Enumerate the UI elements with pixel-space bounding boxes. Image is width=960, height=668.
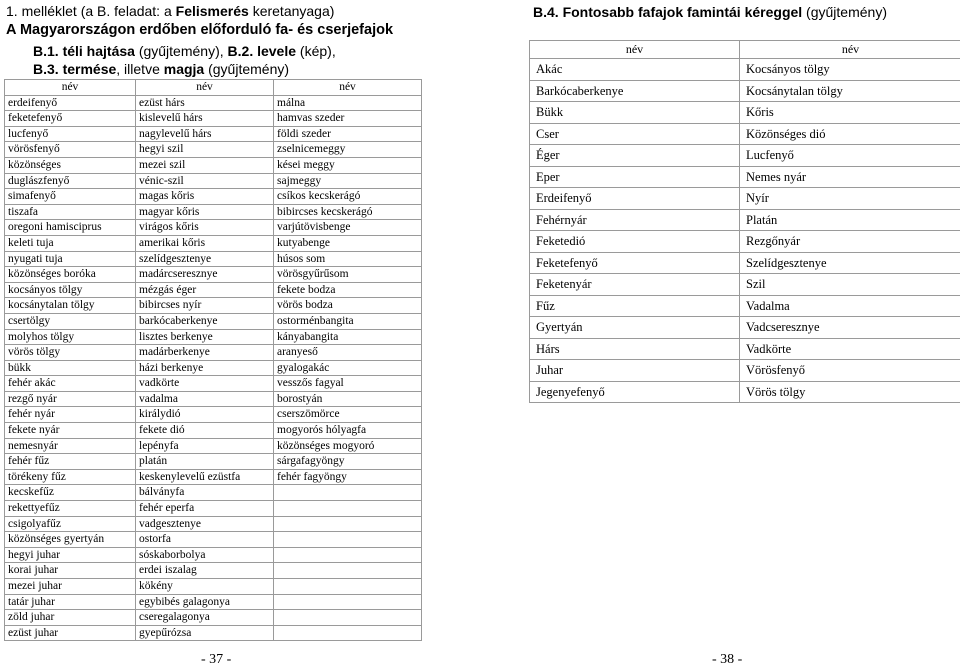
table-row bbox=[5, 454, 422, 470]
table-cell: fehér nyár bbox=[5, 407, 136, 423]
table-row bbox=[530, 102, 960, 124]
table-row bbox=[5, 547, 422, 563]
table-cell: Feketenyár bbox=[530, 274, 740, 296]
table-cell: vörösfenyő bbox=[5, 142, 136, 158]
table-cell: Akác bbox=[530, 59, 740, 81]
table-cell: közönséges gyertyán bbox=[5, 532, 136, 548]
table-row bbox=[5, 407, 422, 423]
table-cell: Platán bbox=[740, 209, 960, 231]
table-cell: Lucfenyő bbox=[740, 145, 960, 167]
subsection-b3-note: (gyűjtemény) bbox=[204, 61, 289, 77]
table-cell: zselnicemeggy bbox=[274, 142, 422, 158]
table-cell: fehér akác bbox=[5, 376, 136, 392]
table-cell: rekettyefűz bbox=[5, 501, 136, 517]
table-cell: Rezgőnyár bbox=[740, 231, 960, 253]
table-cell: ostorménbangita bbox=[274, 313, 422, 329]
table-cell: hegyi szil bbox=[136, 142, 274, 158]
table-cell: zöld juhar bbox=[5, 610, 136, 626]
table-cell: Hárs bbox=[530, 338, 740, 360]
table-row bbox=[5, 501, 422, 517]
table-row bbox=[5, 173, 422, 189]
subsection-b3-seed: magja bbox=[164, 61, 204, 77]
table-cell: vörös bodza bbox=[274, 298, 422, 314]
table-cell: gyalogakác bbox=[274, 360, 422, 376]
subsection-b3: B.3. termése bbox=[33, 61, 116, 77]
table-cell: cserszömörce bbox=[274, 407, 422, 423]
bark-table-body bbox=[530, 41, 960, 403]
table-row bbox=[5, 157, 422, 173]
table-cell: gyepűrózsa bbox=[136, 625, 274, 641]
table-cell: kislevelű hárs bbox=[136, 111, 274, 127]
table-row bbox=[530, 59, 960, 81]
table-row bbox=[530, 381, 960, 403]
table-row bbox=[5, 142, 422, 158]
table-cell: Kőris bbox=[740, 102, 960, 124]
table-cell: ezüst hárs bbox=[136, 95, 274, 111]
table-cell: Fehérnyár bbox=[530, 209, 740, 231]
table-row bbox=[530, 123, 960, 145]
table-cell: amerikai kőris bbox=[136, 235, 274, 251]
table-cell: Vadalma bbox=[740, 295, 960, 317]
table-row bbox=[5, 251, 422, 267]
table-cell: vadalma bbox=[136, 391, 274, 407]
table-row bbox=[5, 532, 422, 548]
table-cell: rezgő nyár bbox=[5, 391, 136, 407]
table-row bbox=[5, 220, 422, 236]
table-cell: királydió bbox=[136, 407, 274, 423]
table-cell: oregoni hamisciprus bbox=[5, 220, 136, 236]
table-cell: platán bbox=[136, 454, 274, 470]
table-cell: sajmeggy bbox=[274, 173, 422, 189]
table-cell bbox=[274, 563, 422, 579]
table-row bbox=[530, 360, 960, 382]
table-row bbox=[5, 111, 422, 127]
table-cell: fehér eperfa bbox=[136, 501, 274, 517]
subsection-b3-sep: , illetve bbox=[116, 61, 163, 77]
table-cell: kocsányos tölgy bbox=[5, 282, 136, 298]
table-row bbox=[5, 345, 422, 361]
table-row bbox=[5, 391, 422, 407]
table-row bbox=[5, 610, 422, 626]
table-row bbox=[530, 295, 960, 317]
table-cell: csíkos kecskerágó bbox=[274, 189, 422, 205]
table-cell: földi szeder bbox=[274, 126, 422, 142]
table-cell: erdei iszalag bbox=[136, 563, 274, 579]
table-cell bbox=[274, 594, 422, 610]
table-cell: Nyír bbox=[740, 188, 960, 210]
table-cell: ezüst juhar bbox=[5, 625, 136, 641]
table-cell: mezei juhar bbox=[5, 579, 136, 595]
table-row bbox=[5, 423, 422, 439]
table-row bbox=[5, 189, 422, 205]
table-cell: házi berkenye bbox=[136, 360, 274, 376]
table-cell: Kocsányos tölgy bbox=[740, 59, 960, 81]
table-cell: csertölgy bbox=[5, 313, 136, 329]
table-row bbox=[5, 235, 422, 251]
table-cell: barkócaberkenye bbox=[136, 313, 274, 329]
table-row bbox=[5, 126, 422, 142]
table-cell: simafenyő bbox=[5, 189, 136, 205]
table-cell bbox=[274, 547, 422, 563]
table-cell: kocsánytalan tölgy bbox=[5, 298, 136, 314]
section-title: A Magyarországon erdőben előforduló fa- és cserjefajok bbox=[6, 22, 393, 38]
table-cell bbox=[274, 516, 422, 532]
table-cell: Kocsánytalan tölgy bbox=[740, 80, 960, 102]
table-cell: Jegenyefenyő bbox=[530, 381, 740, 403]
table-cell: madárberkenye bbox=[136, 345, 274, 361]
table-cell: Eper bbox=[530, 166, 740, 188]
table-cell: csigolyafűz bbox=[5, 516, 136, 532]
species-table-body bbox=[5, 80, 422, 641]
species-table-header bbox=[5, 80, 422, 96]
table-row bbox=[5, 204, 422, 220]
table-cell: mogyorós hólyagfa bbox=[274, 423, 422, 439]
table-cell: keskenylevelű ezüstfa bbox=[136, 469, 274, 485]
table-cell bbox=[274, 485, 422, 501]
table-cell: varjútövisbenge bbox=[274, 220, 422, 236]
table-row bbox=[5, 95, 422, 111]
annex-heading-rest: keretanyaga) bbox=[249, 3, 335, 19]
table-cell: Szil bbox=[740, 274, 960, 296]
table-cell bbox=[274, 610, 422, 626]
table-cell: tatár juhar bbox=[5, 594, 136, 610]
table-row bbox=[5, 376, 422, 392]
table-cell: bükk bbox=[5, 360, 136, 376]
column-header: név bbox=[530, 41, 740, 59]
table-cell: Fűz bbox=[530, 295, 740, 317]
table-row bbox=[530, 317, 960, 339]
table-cell: Vörös tölgy bbox=[740, 381, 960, 403]
table-cell: szelídgesztenye bbox=[136, 251, 274, 267]
table-cell: sóskaborbolya bbox=[136, 547, 274, 563]
table-cell: Juhar bbox=[530, 360, 740, 382]
table-cell: madárcseresznye bbox=[136, 267, 274, 283]
table-cell bbox=[274, 579, 422, 595]
table-cell: Feketefenyő bbox=[530, 252, 740, 274]
table-cell: közönséges bbox=[5, 157, 136, 173]
table-cell: törékeny fűz bbox=[5, 469, 136, 485]
table-row bbox=[5, 516, 422, 532]
subsection-b1: B.1. téli hajtása bbox=[33, 43, 135, 59]
bark-collection-title-note: (gyűjtemény) bbox=[802, 4, 887, 20]
table-cell: magas kőris bbox=[136, 189, 274, 205]
table-cell: lepényfa bbox=[136, 438, 274, 454]
table-row bbox=[530, 274, 960, 296]
table-cell: kutyabenge bbox=[274, 235, 422, 251]
bark-table bbox=[529, 40, 960, 403]
table-cell: mezei szil bbox=[136, 157, 274, 173]
table-cell: nyugati tuja bbox=[5, 251, 136, 267]
table-cell: bibircses kecskerágó bbox=[274, 204, 422, 220]
table-cell: borostyán bbox=[274, 391, 422, 407]
table-cell: közönséges boróka bbox=[5, 267, 136, 283]
table-cell: kései meggy bbox=[274, 157, 422, 173]
page-number-left: - 37 - bbox=[201, 652, 231, 668]
table-cell: kökény bbox=[136, 579, 274, 595]
table-cell: Közönséges dió bbox=[740, 123, 960, 145]
table-cell: hegyi juhar bbox=[5, 547, 136, 563]
table-cell: kányabangita bbox=[274, 329, 422, 345]
table-row bbox=[5, 267, 422, 283]
table-cell: közönséges mogyoró bbox=[274, 438, 422, 454]
subsection-line-2 bbox=[33, 61, 289, 77]
column-header: név bbox=[740, 41, 960, 59]
table-row bbox=[5, 625, 422, 641]
table-cell: Szelídgesztenye bbox=[740, 252, 960, 274]
column-header: név bbox=[136, 80, 274, 96]
table-cell: ostorfa bbox=[136, 532, 274, 548]
table-cell: bálványfa bbox=[136, 485, 274, 501]
bark-collection-title-bold: B.4. Fontosabb fafajok famintái kéreggel bbox=[533, 4, 802, 20]
table-cell: vadgesztenye bbox=[136, 516, 274, 532]
bark-collection-title bbox=[533, 4, 887, 20]
table-row bbox=[5, 360, 422, 376]
table-cell: mézgás éger bbox=[136, 282, 274, 298]
table-cell: vörösgyűrűsom bbox=[274, 267, 422, 283]
bark-table-header bbox=[530, 41, 960, 59]
table-row bbox=[5, 313, 422, 329]
table-cell: málna bbox=[274, 95, 422, 111]
table-row bbox=[5, 485, 422, 501]
table-row bbox=[530, 80, 960, 102]
table-cell: molyhos tölgy bbox=[5, 329, 136, 345]
table-row bbox=[530, 188, 960, 210]
table-cell: Éger bbox=[530, 145, 740, 167]
table-row bbox=[5, 563, 422, 579]
table-cell: nagylevelű hárs bbox=[136, 126, 274, 142]
table-cell: Gyertyán bbox=[530, 317, 740, 339]
table-row bbox=[530, 231, 960, 253]
table-cell: fekete dió bbox=[136, 423, 274, 439]
column-header: név bbox=[274, 80, 422, 96]
table-row bbox=[5, 282, 422, 298]
table-cell: fekete nyár bbox=[5, 423, 136, 439]
subsection-b2: B.2. levele bbox=[228, 43, 297, 59]
table-cell bbox=[274, 625, 422, 641]
table-cell: keleti tuja bbox=[5, 235, 136, 251]
table-cell: Erdeifenyő bbox=[530, 188, 740, 210]
column-header: név bbox=[5, 80, 136, 96]
table-cell: Barkócaberkenye bbox=[530, 80, 740, 102]
table-row bbox=[5, 298, 422, 314]
table-cell: Nemes nyár bbox=[740, 166, 960, 188]
table-cell: vadkörte bbox=[136, 376, 274, 392]
table-cell: Feketedió bbox=[530, 231, 740, 253]
table-cell: Vadkörte bbox=[740, 338, 960, 360]
table-cell: aranyeső bbox=[274, 345, 422, 361]
table-cell: magyar kőris bbox=[136, 204, 274, 220]
table-cell: fehér fagyöngy bbox=[274, 469, 422, 485]
table-cell: cseregalagonya bbox=[136, 610, 274, 626]
table-cell: duglászfenyő bbox=[5, 173, 136, 189]
table-cell: vesszős fagyal bbox=[274, 376, 422, 392]
table-cell: bibircses nyír bbox=[136, 298, 274, 314]
table-row bbox=[5, 579, 422, 595]
table-cell: feketefenyő bbox=[5, 111, 136, 127]
table-cell: hamvas szeder bbox=[274, 111, 422, 127]
table-cell: húsos som bbox=[274, 251, 422, 267]
table-row bbox=[5, 438, 422, 454]
table-cell: sárgafagyöngy bbox=[274, 454, 422, 470]
table-cell: vénic-szil bbox=[136, 173, 274, 189]
table-row bbox=[5, 594, 422, 610]
table-cell: fehér fűz bbox=[5, 454, 136, 470]
table-cell: erdeifenyő bbox=[5, 95, 136, 111]
table-row bbox=[530, 209, 960, 231]
annex-heading-text: 1. melléklet (a B. feladat: a bbox=[6, 3, 176, 19]
table-cell: vörös tölgy bbox=[5, 345, 136, 361]
table-cell: Bükk bbox=[530, 102, 740, 124]
subsection-b2-note: (kép), bbox=[296, 43, 336, 59]
annex-heading bbox=[6, 3, 334, 19]
table-cell: lucfenyő bbox=[5, 126, 136, 142]
table-row bbox=[530, 252, 960, 274]
table-cell bbox=[274, 501, 422, 517]
table-row bbox=[5, 329, 422, 345]
subsection-b1-note: (gyűjtemény), bbox=[135, 43, 228, 59]
table-cell: tiszafa bbox=[5, 204, 136, 220]
table-cell: fekete bodza bbox=[274, 282, 422, 298]
species-table bbox=[4, 79, 422, 641]
table-cell: Vadcseresznye bbox=[740, 317, 960, 339]
table-cell: korai juhar bbox=[5, 563, 136, 579]
table-cell: egybibés galagonya bbox=[136, 594, 274, 610]
table-cell: lisztes berkenye bbox=[136, 329, 274, 345]
table-cell: Vörösfenyő bbox=[740, 360, 960, 382]
table-row bbox=[530, 338, 960, 360]
page-number-right: - 38 - bbox=[712, 652, 742, 668]
annex-heading-bold: Felismerés bbox=[176, 3, 249, 19]
table-cell bbox=[274, 532, 422, 548]
table-cell: kecskefűz bbox=[5, 485, 136, 501]
table-cell: Cser bbox=[530, 123, 740, 145]
table-cell: virágos kőris bbox=[136, 220, 274, 236]
table-row bbox=[530, 166, 960, 188]
subsection-line-1 bbox=[33, 43, 336, 59]
table-row bbox=[530, 145, 960, 167]
table-cell: nemesnyár bbox=[5, 438, 136, 454]
table-row bbox=[5, 469, 422, 485]
